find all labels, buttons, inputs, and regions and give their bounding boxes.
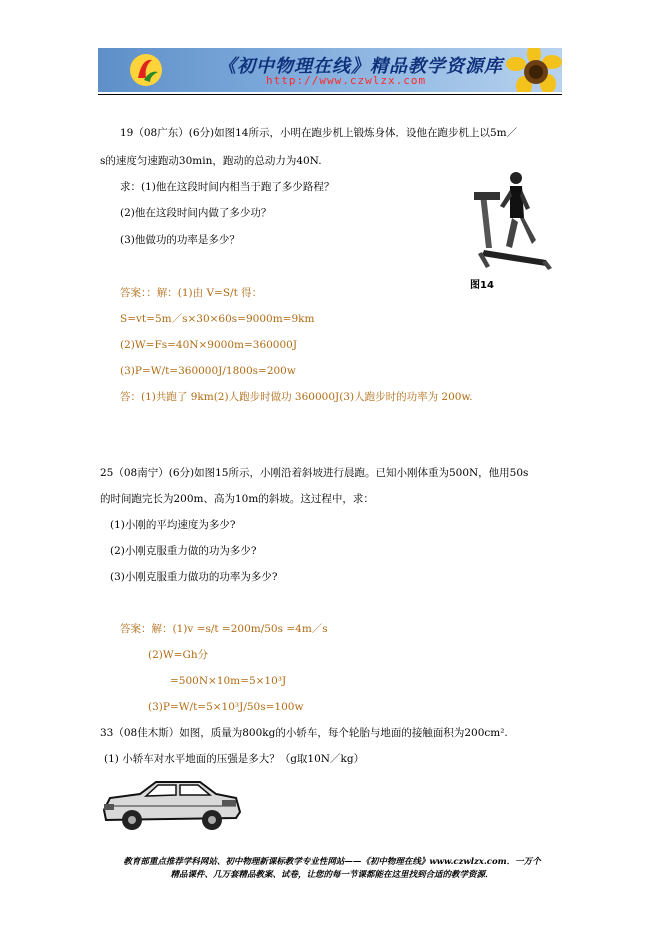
- car-figure: [100, 776, 242, 832]
- q19-ask-1: 求：(1)他在这段时间内相当于跑了多少路程？: [120, 181, 335, 193]
- footer-line2: 精品课件、几万套精品教案、试卷，让您的每一节课都能在这里找到合适的教学资源．: [170, 870, 494, 880]
- q19-answer-line2: S=vt=5m／s×30×60s=9000m=9km: [120, 313, 315, 325]
- site-logo-icon: [128, 52, 164, 88]
- header-rule: [98, 94, 562, 95]
- q25-answer-line4: (3)P=W/t=5×10³J/50s=100w: [148, 701, 304, 713]
- q19-stem-line1: 19（08广东）(6分)如图14所示，小明在跑步机上锻炼身体．设他在跑步机上以5m／: [120, 127, 518, 139]
- sunflower-icon: [492, 48, 562, 92]
- header-banner: [98, 48, 562, 92]
- q25-stem-line2: 的时间跑完长为200m、高为10m的斜坡。这过程中，求：: [100, 493, 374, 505]
- q19-answer-line4: (3)P=W/t=360000J/1800s=200w: [120, 365, 296, 377]
- q25-answer-line2: (2)W=Gh分: [148, 649, 209, 661]
- q25-answer-line1: 答案：解：(1)v =s/t =200m/50s =4m／s: [120, 623, 328, 635]
- figure-14-caption: 图14: [470, 280, 494, 291]
- q19-answer-line1: 答案：：解：(1)由 V=S/t 得：: [120, 287, 263, 299]
- q25-answer-line3: =500N×10m=5×10³J: [170, 675, 287, 687]
- footer-line1: 教育部重点推荐学科网站、初中物理新课标教学专业性网站——《初中物理在线》www.czwlzx.com．一万个: [123, 857, 541, 867]
- q19-answer-line3: (2)W=Fs=40N×9000m=360000J: [120, 339, 298, 351]
- q19-answer-line5: 答：(1)共跑了 9km(2)人跑步时做功 360000J(3)人跑步时的功率为 200w.: [120, 391, 473, 403]
- q19-stem-line2: s的速度匀速跑动30min，跑动的总动力为40N.: [100, 155, 322, 167]
- q19-ask-3: (3)他做功的功率是多少？: [120, 234, 240, 246]
- q33-ask-1: (1) 小轿车对水平地面的压强是多大？（g取10N／kg）: [104, 753, 365, 765]
- q33-stem-line1: 33（08佳木斯）如图，质量为800kg的小轿车，每个轮胎与地面的接触面积为200cm².: [100, 727, 508, 739]
- q25-ask-1: (1)小刚的平均速度为多少?: [110, 519, 236, 531]
- q25-ask-2: (2)小刚克服重力做的功为多少?: [110, 545, 257, 557]
- q25-stem-line1: 25（08南宁）(6分)如图15所示，小刚沿着斜坡进行晨跑。已知小刚体重为500N，他用50s: [100, 467, 529, 479]
- q25-ask-3: (3)小刚克服重力做功的功率为多少?: [110, 571, 278, 583]
- q19-ask-2: (2)他在这段时间内做了多少功？: [120, 207, 272, 219]
- treadmill-runner-figure: [466, 166, 554, 290]
- header-url[interactable]: http://www.czwlzx.com: [266, 74, 427, 87]
- header-title: 《初中物理在线》精品教学资源库: [218, 56, 503, 77]
